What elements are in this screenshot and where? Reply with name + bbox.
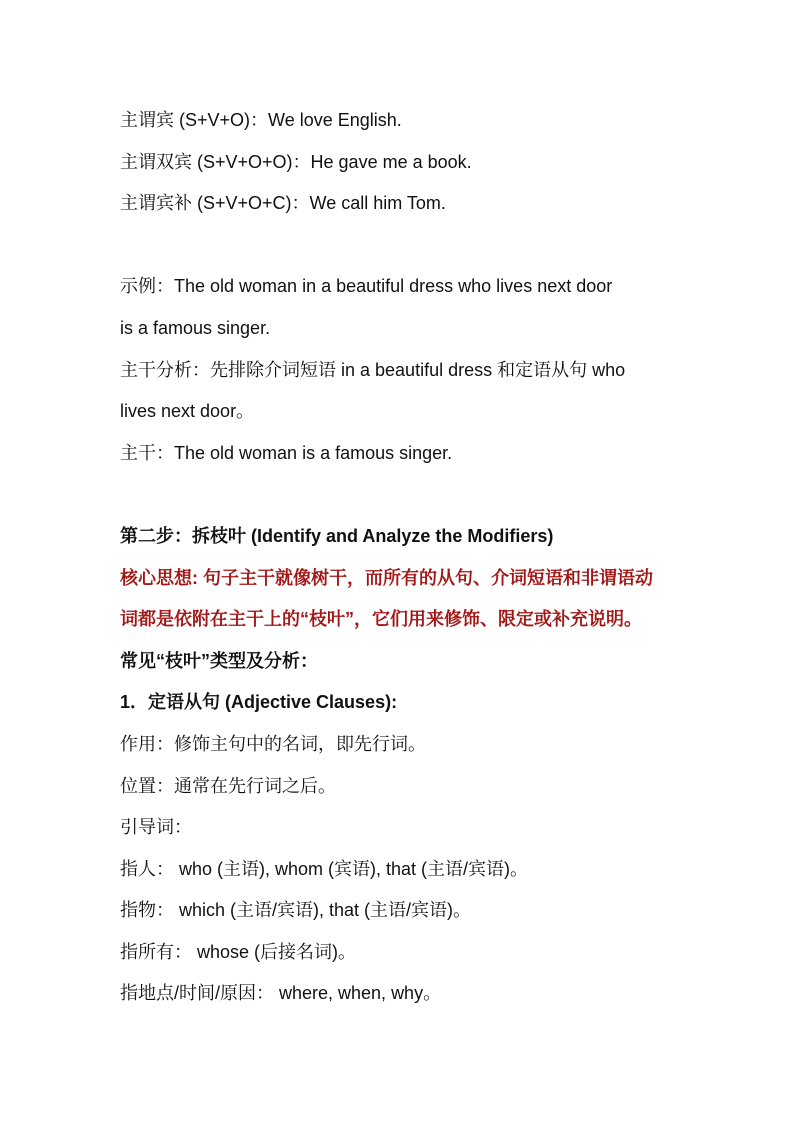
example-line-1: 示例：The old woman in a beautiful dress who lives next door <box>120 276 613 297</box>
clause-introducers-label: 引导词： <box>120 817 192 838</box>
paragraph-gap <box>120 474 680 516</box>
modifier-types-heading: 常见“枝叶”类型及分析： <box>120 650 318 671</box>
document-page <box>120 100 680 1015</box>
structure-svoo: 主谓双宾 (S+V+O+O)：He gave me a book. <box>120 151 472 172</box>
step2-heading: 第二步：拆枝叶 (Identify and Analyze the Modifiers) <box>120 525 554 546</box>
clause-position: 位置：通常在先行词之后。 <box>120 775 336 796</box>
introducer-things: 指物： which (主语/宾语), that (主语/宾语)。 <box>120 900 472 921</box>
introducer-possessive: 指所有： whose (后接名词)。 <box>120 941 357 962</box>
paragraph-gap <box>120 225 680 267</box>
trunk-line: 主干：The old woman is a famous singer. <box>120 442 453 463</box>
example-line-2: is a famous singer. <box>120 317 271 338</box>
structure-svoc: 主谓宾补 (S+V+O+C)：We call him Tom. <box>120 193 446 214</box>
analysis-line-2: lives next door。 <box>120 401 255 422</box>
analysis-line-1: 主干分析：先排除介词短语 in a beautiful dress 和定语从句 who <box>120 359 626 380</box>
core-idea-line-2: 词都是依附在主干上的“枝叶”，它们用来修饰、限定或补充说明。 <box>120 609 642 630</box>
structure-svo: 主谓宾 (S+V+O)：We love English. <box>120 110 402 130</box>
introducer-place-time-reason: 指地点/时间/原因： where, when, why。 <box>120 983 442 1004</box>
adjective-clauses-heading: 1．定语从句 (Adjective Clauses): <box>120 692 398 713</box>
clause-function: 作用：修饰主句中的名词，即先行词。 <box>120 733 426 754</box>
introducer-people: 指人： who (主语), whom (宾语), that (主语/宾语)。 <box>120 858 529 879</box>
core-idea-line-1: 核心思想: 句子主干就像树干，而所有的从句、介词短语和非谓语动 <box>120 567 653 588</box>
